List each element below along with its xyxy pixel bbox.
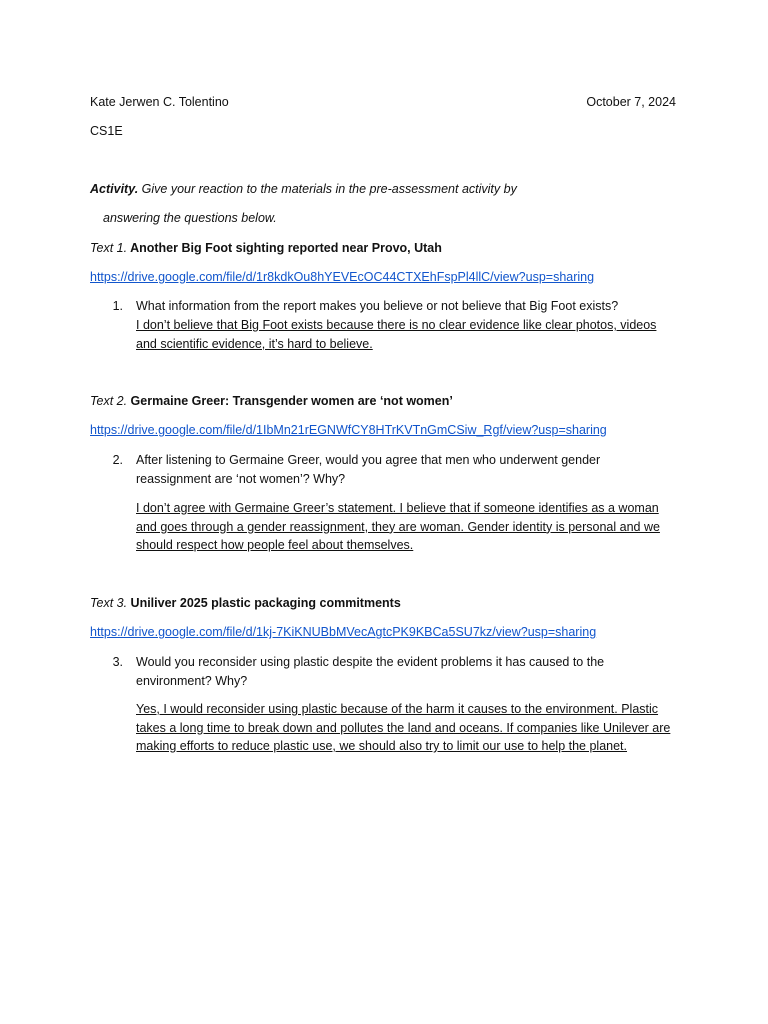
activity-instruction-line1: Give your reaction to the materials in the pre-assessment activity by (141, 182, 517, 196)
text-1-label: Text 1. (90, 241, 128, 255)
question-1-number: 1. (112, 299, 123, 313)
activity-instruction-line2: answering the questions below. (103, 211, 277, 225)
text-3-title: Uniliver 2025 plastic packaging commitments (130, 596, 401, 610)
activity-label: Activity. (90, 182, 139, 196)
answer-1-text: I don’t believe that Big Foot exists because there is no clear evidence like clear photos, videos and scientific evidence, it’s hard to believe. (136, 318, 657, 351)
answer-3-text: Yes, I would reconsider using plastic because of the harm it causes to the environment. Plastic takes a long time to break down and pollutes the land and oceans. If companies like Unilever are making efforts to reduce plastic use, we should also try to limit our use to help the planet. (136, 702, 671, 753)
text-3-label: Text 3. (90, 596, 128, 610)
text-2-title: Germaine Greer: Transgender women are ‘not women’ (130, 394, 453, 408)
document-date: October 7, 2024 (586, 95, 676, 109)
answer-2-text: I don’t agree with Germaine Greer’s statement. I believe that if someone identifies as a woman and goes through a gender reassignment, they are woman. Gender identity is personal and we should respect how people feel about themselves. (136, 501, 660, 552)
class-section: CS1E (90, 124, 123, 138)
question-2-number: 2. (112, 453, 123, 467)
text-2-label: Text 2. (90, 394, 128, 408)
text-1-heading (90, 239, 442, 257)
question-1-text: What information from the report makes you believe or not believe that Big Foot exists? (136, 299, 619, 313)
text-1-title: Another Big Foot sighting reported near Provo, Utah (130, 241, 442, 255)
question-3-text: Would you reconsider using plastic despite the evident problems it has caused to the environment? Why? (136, 655, 605, 688)
text-1-link[interactable]: https://drive.google.com/file/d/1r8kdkOu8hYEVEcOC44CTXEhFspPl4llC/view?usp=sharing (90, 270, 595, 284)
author-name: Kate Jerwen C. Tolentino (90, 95, 229, 109)
question-3-number: 3. (112, 655, 123, 669)
text-3-heading (90, 594, 401, 612)
text-2-link[interactable]: https://drive.google.com/file/d/1IbMn21rEGNWfCY8HTrKVTnGmCSiw_Rgf/view?usp=sharing (90, 423, 607, 437)
text-3-link[interactable]: https://drive.google.com/file/d/1kj-7KiKNUBbMVecAgtcPK9KBCa5SU7kz/view?usp=sharing (90, 625, 597, 639)
question-2-text: After listening to Germaine Greer, would you agree that men who underwent gender reassignment are ‘not women’? Why? (136, 453, 601, 486)
text-2-heading (90, 392, 453, 410)
activity-instruction (90, 180, 517, 198)
